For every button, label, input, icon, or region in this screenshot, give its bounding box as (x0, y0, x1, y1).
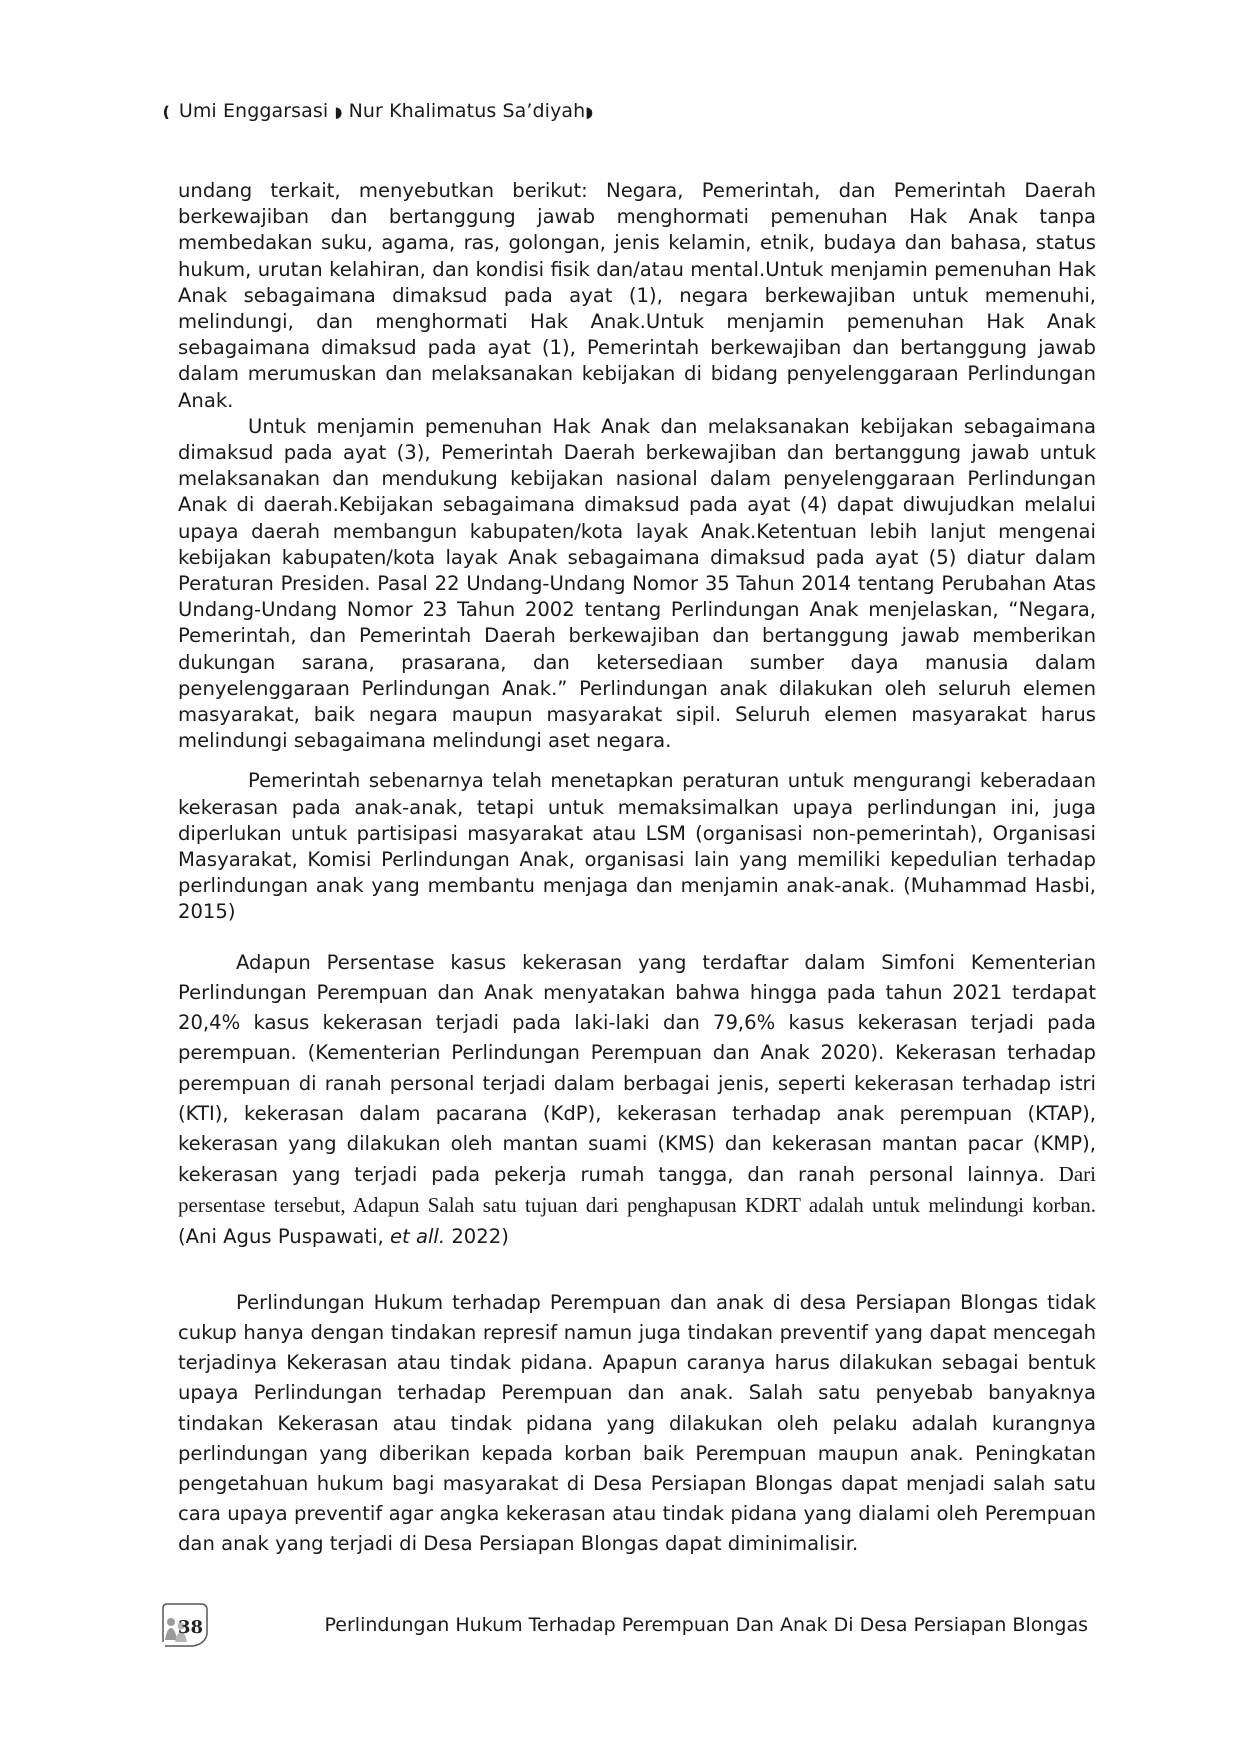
running-header (160, 100, 593, 122)
paragraph-5: Perlindungan Hukum terhadap Perempuan dan anak di desa Persiapan Blongas tidak cukup hanya dengan tindakan represif namun juga tindakan preventif yang dapat mencegah terjadinya Kekerasan atau tindak pidana. Apapun caranya harus dilakukan sebagai bentuk upaya Perlindungan terhadap Perempuan dan anak. Salah satu penyebab banyaknya tindakan Kekerasan atau tindak pidana yang dilakukan oleh pelaku adalah kurangnya perlindungan yang diberikan kepada korban baik Perempuan maupun anak. Peningkatan pengetahuan hukum bagi masyarakat di Desa Persiapan Blongas dapat menjadi salah satu cara upaya preventif agar angka kekerasan atau tindak pidana yang dialami oleh Perempuan dan anak yang terjadi di Desa Persiapan Blongas dapat diminimalisir. (178, 1290, 1096, 1556)
paragraph-3: Pemerintah sebenarnya telah menetapkan peraturan untuk mengurangi keberadaan kekerasan pada anak-anak, tetapi untuk memaksimalkan upaya perlindungan ini, juga diperlukan untuk partisipasi masyarakat atau LSM (organisasi non-pemerintah), Organisasi Masyarakat, Komisi Perlindungan Anak, organisasi lain yang memiliki kepedulian terhadap perlindungan anak yang membantu menjaga dan menjamin anak-anak. (Muhammad Hasbi, 2015) (178, 769, 1096, 924)
paragraph-1: undang terkait, menyebutkan berikut: Negara, Pemerintah, dan Pemerintah Daerah berkewajiban dan bertanggung jawab menghormati pemenuhan Hak Anak tanpa membedakan suku, agama, ras, golongan, jenis kelamin, etnik, budaya dan bahasa, status hukum, urutan kelahiran, dan kondisi fisik dan/atau mental.Untuk menjamin pemenuhan Hak Anak sebagaimana dimaksud pada ayat (1), negara berkewajiban untuk memenuhi, melindungi, dan menghormati Hak Anak.Untuk menjamin pemenuhan Hak Anak sebagaimana dimaksud pada ayat (1), Pemerintah berkewajiban dan bertanggung jawab dalam merumuskan dan melaksanakan kebijakan di bidang penyelenggaraan Perlindungan Anak. (178, 179, 1096, 412)
page-number: 38 (178, 1617, 204, 1638)
page-footer (0, 1600, 1240, 1660)
citation-open: (Ani Agus Puspawati, (178, 1224, 384, 1248)
paragraph-4-text: Adapun Persentase kasus kekerasan yang terdaftar dalam Simfoni Kementerian Perlindungan Perempuan dan Anak menyatakan bahwa hingga pada tahun 2021 terdapat 20,4% kasus kekerasan terjadi pada laki-laki dan 79,6% kasus kekerasan terjadi pada perempuan. (Kementerian Perlindungan Perempuan dan Anak 2020). Kekerasan terhadap perempuan di ranah personal terjadi dalam berbagai jenis, seperti kekerasan terhadap istri (KTI), kekerasan dalam pacarana (KdP), kekerasan terhadap anak perempuan (KTAP), kekerasan yang dilakukan oleh mantan suami (KMS) dan kekerasan mantan pacar (KMP), kekerasan yang terjadi pada pekerja rumah tangga, dan ranah personal lainnya. (178, 950, 1096, 1187)
citation-italic: et all. (390, 1224, 446, 1248)
paragraph-2: Untuk menjamin pemenuhan Hak Anak dan melaksanakan kebijakan sebagaimana dimaksud pada ayat (3), Pemerintah Daerah berkewajiban dan bertanggung jawab untuk melaksanakan dan mendukung kebijakan nasional dalam penyelenggaraan Perlindungan Anak di daerah.Kebijakan sebagaimana dimaksud pada ayat (4) dapat diwujudkan melalui upaya daerah membangun kabupaten/kota layak Anak.Ketentuan lebih lanjut mengenai kebijakan kabupaten/kota layak Anak sebagaimana dimaksud pada ayat (5) diatur dalam Peraturan Presiden. Pasal 22 Undang-Undang Nomor 35 Tahun 2014 tentang Perubahan Atas Undang-Undang Nomor 23 Tahun 2002 tentang Perlindungan Anak menjelaskan, “Negara, Pemerintah, dan Pemerintah Daerah berkewajiban dan bertanggung jawab memberikan dukungan sarana, prasarana, dan ketersediaan sumber daya manusia dalam penyelenggaraan Perlindungan Anak.” Perlindungan anak dilakukan oleh seluruh elemen masyarakat, baik negara maupun masyarakat sipil. Seluruh elemen masyarakat harus melindungi sebagaimana melindungi aset negara. (178, 414, 1096, 753)
article-body (178, 178, 1096, 1560)
separator-mark: ◗ (334, 103, 343, 121)
paragraph-4 (178, 948, 1096, 1252)
author-1: Umi Enggarsasi (178, 100, 329, 122)
end-mark: ◗ (585, 103, 594, 121)
left-bracket-mark: ❪ (160, 103, 173, 121)
footer-title: Perlindungan Hukum Terhadap Perempuan Dan Anak Di Desa Persiapan Blongas (324, 1614, 1088, 1636)
citation-close: 2022) (451, 1224, 509, 1248)
author-2: Nur Khalimatus Sa’diyah (348, 100, 586, 122)
paragraph-4-serif-text: Dari persentase tersebut, Adapun Salah satu tujuan dari penghapusan KDRT adalah untuk melindungi korban. (178, 1162, 1096, 1218)
